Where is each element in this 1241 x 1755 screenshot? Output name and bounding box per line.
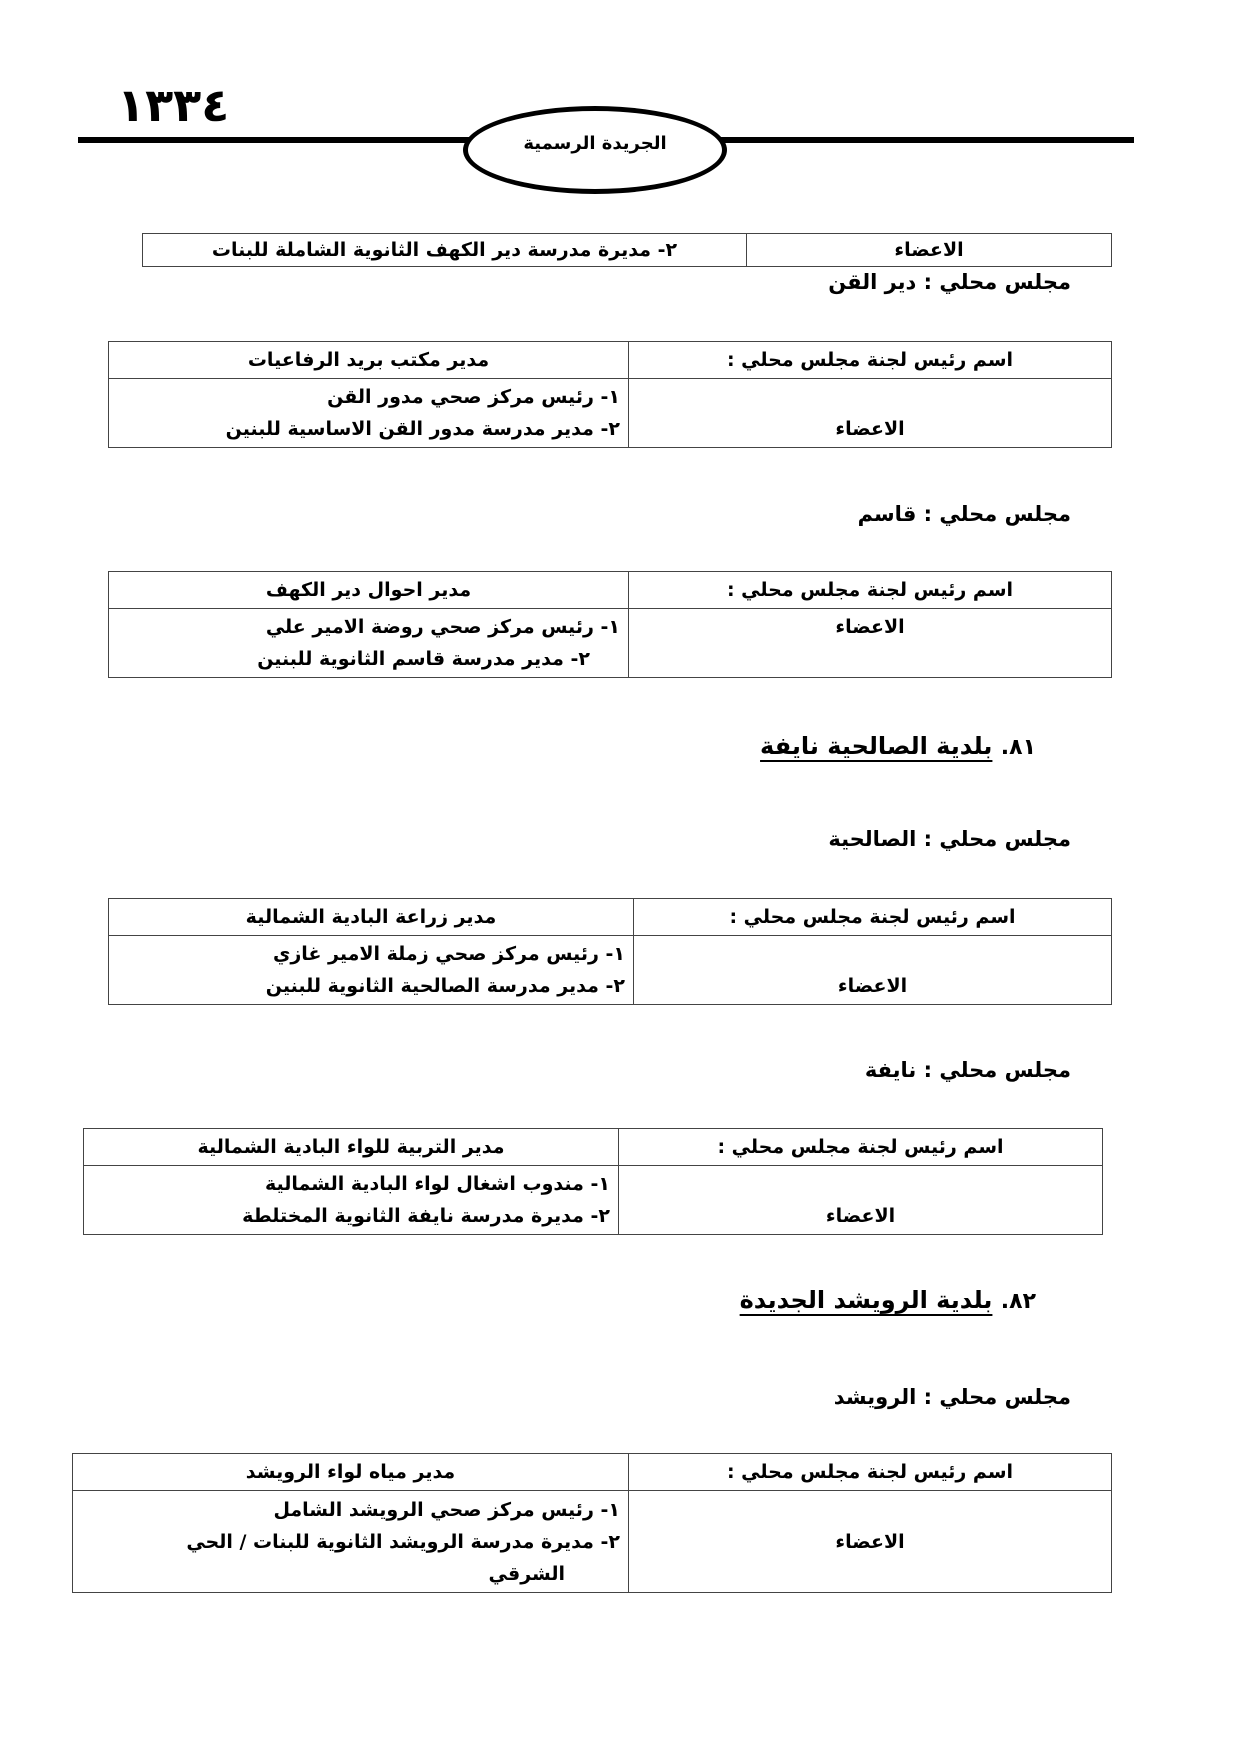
chair-name: مدير التربية للواء البادية الشمالية	[84, 1129, 619, 1166]
committee-table	[83, 1128, 1103, 1235]
chair-name: مدير احوال دير الكهف	[109, 572, 629, 609]
chair-label: اسم رئيس لجنة مجلس محلي :	[629, 342, 1112, 379]
council-heading: مجلس محلي : الصالحية	[828, 827, 1071, 851]
chair-name: مدير مكتب بريد الرفاعيات	[109, 342, 629, 379]
members-list	[109, 379, 629, 448]
gazette-title-oval	[463, 106, 727, 194]
council-heading: مجلس محلي : نايفة	[864, 1058, 1071, 1082]
chair-name: مدير زراعة البادية الشمالية	[109, 899, 634, 936]
members-label: الاعضاء	[747, 234, 1112, 267]
municipality-name: بلدية الصالحية نايفة	[760, 732, 993, 760]
chair-name: مدير مياه لواء الرويشد	[73, 1454, 629, 1491]
member-item: ٢- مديرة مدرسة نايفة الثانوية المختلطة	[242, 1205, 610, 1227]
municipality-number: ٨١.	[1000, 735, 1036, 760]
member-item: ٢- مدير مدرسة مدور القن الاساسية للبنين	[225, 418, 620, 440]
member-item: الشرقي	[488, 1562, 565, 1585]
committee-table	[108, 898, 1112, 1005]
members-list	[109, 609, 629, 678]
members-list	[84, 1166, 619, 1235]
members-list	[109, 936, 634, 1005]
page-number: ١٣٣٤	[117, 78, 230, 132]
municipality-name: بلدية الرويشد الجديدة	[739, 1286, 993, 1314]
members-list	[73, 1491, 629, 1593]
chair-label: اسم رئيس لجنة مجلس محلي :	[629, 1454, 1112, 1491]
chair-label: اسم رئيس لجنة مجلس محلي :	[634, 899, 1112, 936]
municipality-heading	[760, 732, 1036, 760]
committee-table	[108, 341, 1112, 448]
member-item: ١- مندوب اشغال لواء البادية الشمالية	[265, 1173, 610, 1195]
council-heading: مجلس محلي : الرويشد	[833, 1385, 1071, 1409]
member-item: ١- رئيس مركز صحي روضة الامير علي	[265, 616, 620, 638]
continuation-table	[142, 233, 1112, 267]
member-item: ٢- مدير مدرسة قاسم الثانوية للبنين	[257, 648, 590, 670]
members-label: الاعضاء	[629, 609, 1112, 678]
gazette-title: الجريدة الرسمية	[523, 132, 667, 154]
members-label: الاعضاء	[619, 1166, 1103, 1235]
municipality-number: ٨٢.	[1000, 1289, 1036, 1314]
member-item: ٢- مدير مدرسة الصالحية الثانوية للبنين	[265, 975, 625, 997]
member-item: ١- رئيس مركز صحي مدور القن	[327, 386, 620, 408]
council-heading: مجلس محلي : دير القن	[828, 270, 1071, 294]
member-item: ٢- مديرة مدرسة دير الكهف الثانوية الشاملة للبنات	[143, 234, 747, 267]
member-item: ٢- مديرة مدرسة الرويشد الثانوية للبنات / الحي	[186, 1530, 620, 1553]
municipality-heading	[740, 1286, 1036, 1314]
committee-table	[108, 571, 1112, 678]
member-item: ١- رئيس مركز صحي زملة الامير غازي	[272, 943, 625, 965]
chair-label: اسم رئيس لجنة مجلس محلي :	[619, 1129, 1103, 1166]
member-item: ١- رئيس مركز صحي الرويشد الشامل	[273, 1498, 620, 1521]
members-label: الاعضاء	[629, 379, 1112, 448]
members-label: الاعضاء	[634, 936, 1112, 1005]
members-label: الاعضاء	[629, 1491, 1112, 1593]
council-heading: مجلس محلي : قاسم	[857, 502, 1071, 526]
chair-label: اسم رئيس لجنة مجلس محلي :	[629, 572, 1112, 609]
committee-table	[72, 1453, 1112, 1593]
